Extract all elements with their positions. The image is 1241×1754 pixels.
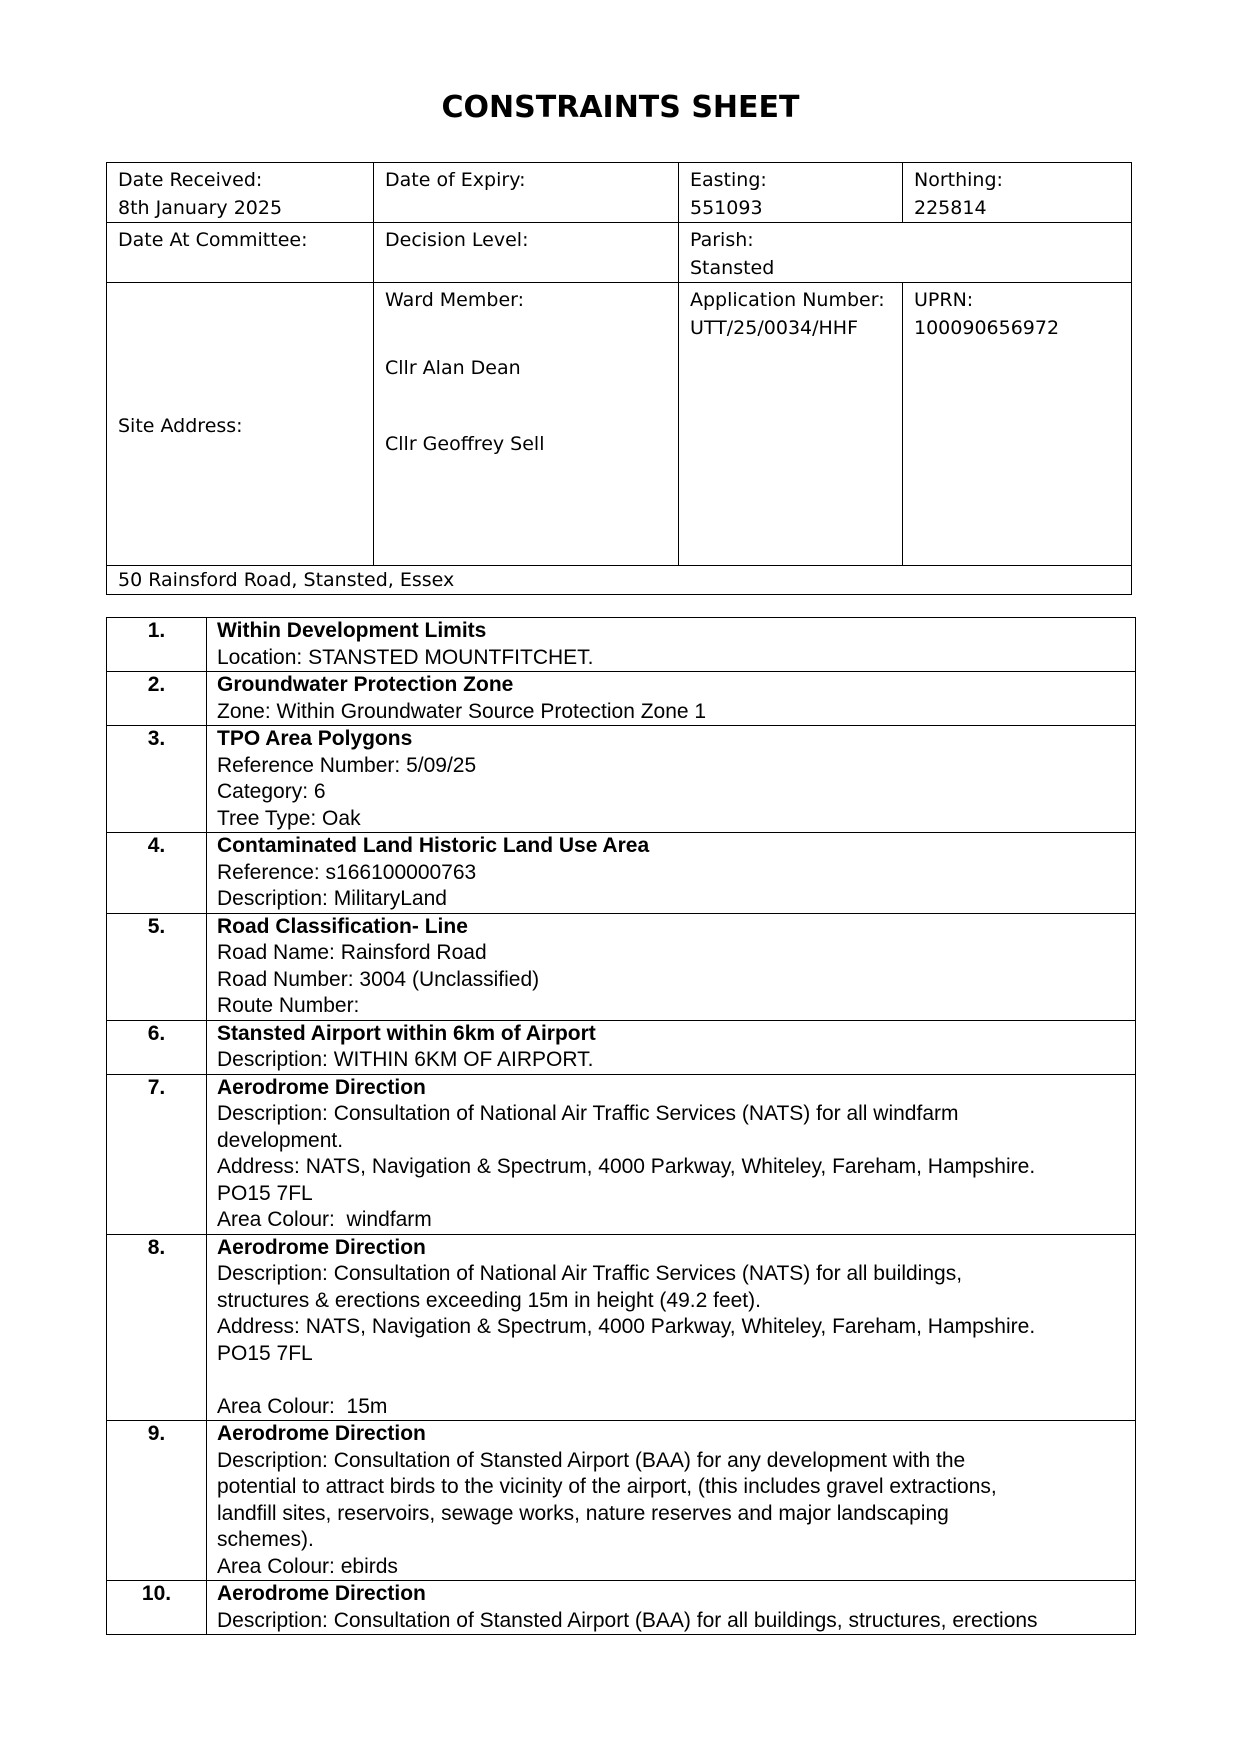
constraint-line: PO15 7FL (217, 1341, 313, 1365)
constraint-line: Area Colour: ebirds (217, 1554, 398, 1578)
constraint-details (207, 833, 1136, 914)
constraint-title: Within Development Limits (217, 619, 487, 642)
application-number-cell (679, 283, 903, 566)
constraint-title: TPO Area Polygons (217, 727, 413, 750)
constraint-title: Stansted Airport within 6km of Airport (217, 1021, 596, 1045)
constraint-line: schemes). (217, 1528, 314, 1551)
constraint-number: 1. (107, 618, 207, 672)
constraint-line: landfill sites, reservoirs, sewage works, nature reserves and major landscaping (217, 1501, 949, 1525)
constraint-line: Road Name: Rainsford Road (217, 941, 487, 964)
constraint-details (207, 1020, 1136, 1074)
date-received-cell (107, 163, 374, 223)
site-address-value-cell (107, 566, 1132, 595)
constraint-row (107, 726, 1136, 833)
constraint-number: 6. (107, 1020, 207, 1074)
constraint-details (207, 1074, 1136, 1234)
application-number-label: Application Number: (690, 289, 885, 311)
constraint-number: 9. (107, 1421, 207, 1581)
constraints-table (106, 617, 1136, 1635)
constraint-line: PO15 7FL (217, 1181, 313, 1205)
easting-cell (679, 163, 903, 223)
constraint-line: Route Number: (217, 994, 360, 1017)
constraint-line: Description: Consultation of National Air Traffic Services (NATS) for all buildings, (217, 1262, 963, 1285)
uprn-cell (903, 283, 1132, 566)
constraint-line: Area Colour: windfarm (217, 1208, 432, 1231)
constraint-title: Road Classification- Line (217, 914, 468, 938)
constraint-line: Road Number: 3004 (Unclassified) (217, 967, 540, 991)
site-address-value: 50 Rainsford Road, Stansted, Essex (118, 569, 455, 591)
constraint-row (107, 618, 1136, 672)
constraint-line: Reference Number: 5/09/25 (217, 753, 477, 777)
constraint-number: 3. (107, 726, 207, 833)
constraint-details (207, 1234, 1136, 1421)
constraint-line: Description: MilitaryLand (217, 887, 447, 910)
constraint-line: potential to attract birds to the vicinity of the airport, (this includes gravel extractions, (217, 1475, 997, 1498)
constraint-number: 5. (107, 913, 207, 1020)
decision-level-label: Decision Level: (385, 229, 529, 251)
constraint-blank-line (217, 1367, 1125, 1394)
constraint-number: 4. (107, 833, 207, 914)
constraint-row (107, 1581, 1136, 1635)
easting-label: Easting: (690, 169, 767, 191)
constraint-line: Description: Consultation of Stansted Airport (BAA) for all buildings, structures, erections (217, 1608, 1038, 1632)
constraint-number: 8. (107, 1234, 207, 1421)
constraint-details (207, 1421, 1136, 1581)
constraint-line: Location: STANSTED MOUNTFITCHET. (217, 645, 594, 669)
constraint-number: 10. (107, 1581, 207, 1635)
constraint-details (207, 726, 1136, 833)
site-address-label-cell (107, 283, 374, 566)
constraint-title: Aerodrome Direction (217, 1235, 426, 1259)
constraint-number: 7. (107, 1074, 207, 1234)
constraint-title: Aerodrome Direction (217, 1582, 426, 1605)
constraint-title: Contaminated Land Historic Land Use Area (217, 834, 650, 857)
date-expiry-cell (374, 163, 679, 223)
constraint-row (107, 1020, 1136, 1074)
date-received-value: 8th January 2025 (118, 197, 283, 219)
constraint-number: 2. (107, 672, 207, 726)
parish-cell (679, 223, 1132, 283)
ward-member-cell (374, 283, 679, 566)
constraint-line: development. (217, 1128, 344, 1152)
date-expiry-label: Date of Expiry: (385, 169, 526, 191)
site-address-label: Site Address: (118, 414, 243, 437)
northing-label: Northing: (914, 169, 1003, 191)
constraint-line: Category: 6 (217, 780, 326, 803)
ward-member-label: Ward Member: (385, 289, 525, 311)
date-committee-label: Date At Committee: (118, 229, 308, 251)
constraint-line: Address: NATS, Navigation & Spectrum, 4000 Parkway, Whiteley, Fareham, Hampshire. (217, 1315, 1036, 1338)
constraint-row (107, 833, 1136, 914)
constraint-line: Area Colour: 15m (217, 1394, 388, 1418)
constraint-row (107, 913, 1136, 1020)
constraint-row (107, 1421, 1136, 1581)
constraint-line: Description: WITHIN 6KM OF AIRPORT. (217, 1048, 594, 1071)
northing-cell (903, 163, 1132, 223)
easting-value: 551093 (690, 197, 763, 219)
constraint-line: Description: Consultation of National Air Traffic Services (NATS) for all windfarm (217, 1102, 959, 1125)
uprn-label: UPRN: (914, 289, 974, 311)
parish-value: Stansted (690, 257, 775, 279)
ward-member-name: Cllr Geoffrey Sell (385, 433, 545, 455)
constraint-line: Zone: Within Groundwater Source Protection Zone 1 (217, 699, 707, 723)
application-number-value: UTT/25/0034/HHF (690, 317, 859, 339)
constraint-details (207, 618, 1136, 672)
date-committee-cell (107, 223, 374, 283)
constraint-title: Aerodrome Direction (217, 1422, 426, 1445)
application-info-table (106, 162, 1132, 595)
northing-value: 225814 (914, 197, 987, 219)
parish-label: Parish: (690, 229, 754, 251)
constraint-details (207, 913, 1136, 1020)
constraint-row (107, 1234, 1136, 1421)
constraint-row (107, 1074, 1136, 1234)
constraint-line: Tree Type: Oak (217, 806, 361, 830)
constraint-line: Description: Consultation of Stansted Airport (BAA) for any development with the (217, 1448, 966, 1472)
page-title: CONSTRAINTS SHEET (441, 90, 800, 125)
constraint-line: Reference: s166100000763 (217, 860, 477, 884)
date-received-label: Date Received: (118, 169, 263, 191)
constraint-title: Aerodrome Direction (217, 1075, 426, 1099)
constraint-title: Groundwater Protection Zone (217, 673, 514, 696)
constraint-details (207, 1581, 1136, 1635)
uprn-value: 100090656972 (914, 317, 1060, 339)
constraint-details (207, 672, 1136, 726)
constraint-row (107, 672, 1136, 726)
constraint-line: structures & erections exceeding 15m in height (49.2 feet). (217, 1288, 761, 1312)
ward-member-name: Cllr Alan Dean (385, 357, 521, 379)
decision-level-cell (374, 223, 679, 283)
constraint-line: Address: NATS, Navigation & Spectrum, 4000 Parkway, Whiteley, Fareham, Hampshire. (217, 1155, 1036, 1178)
